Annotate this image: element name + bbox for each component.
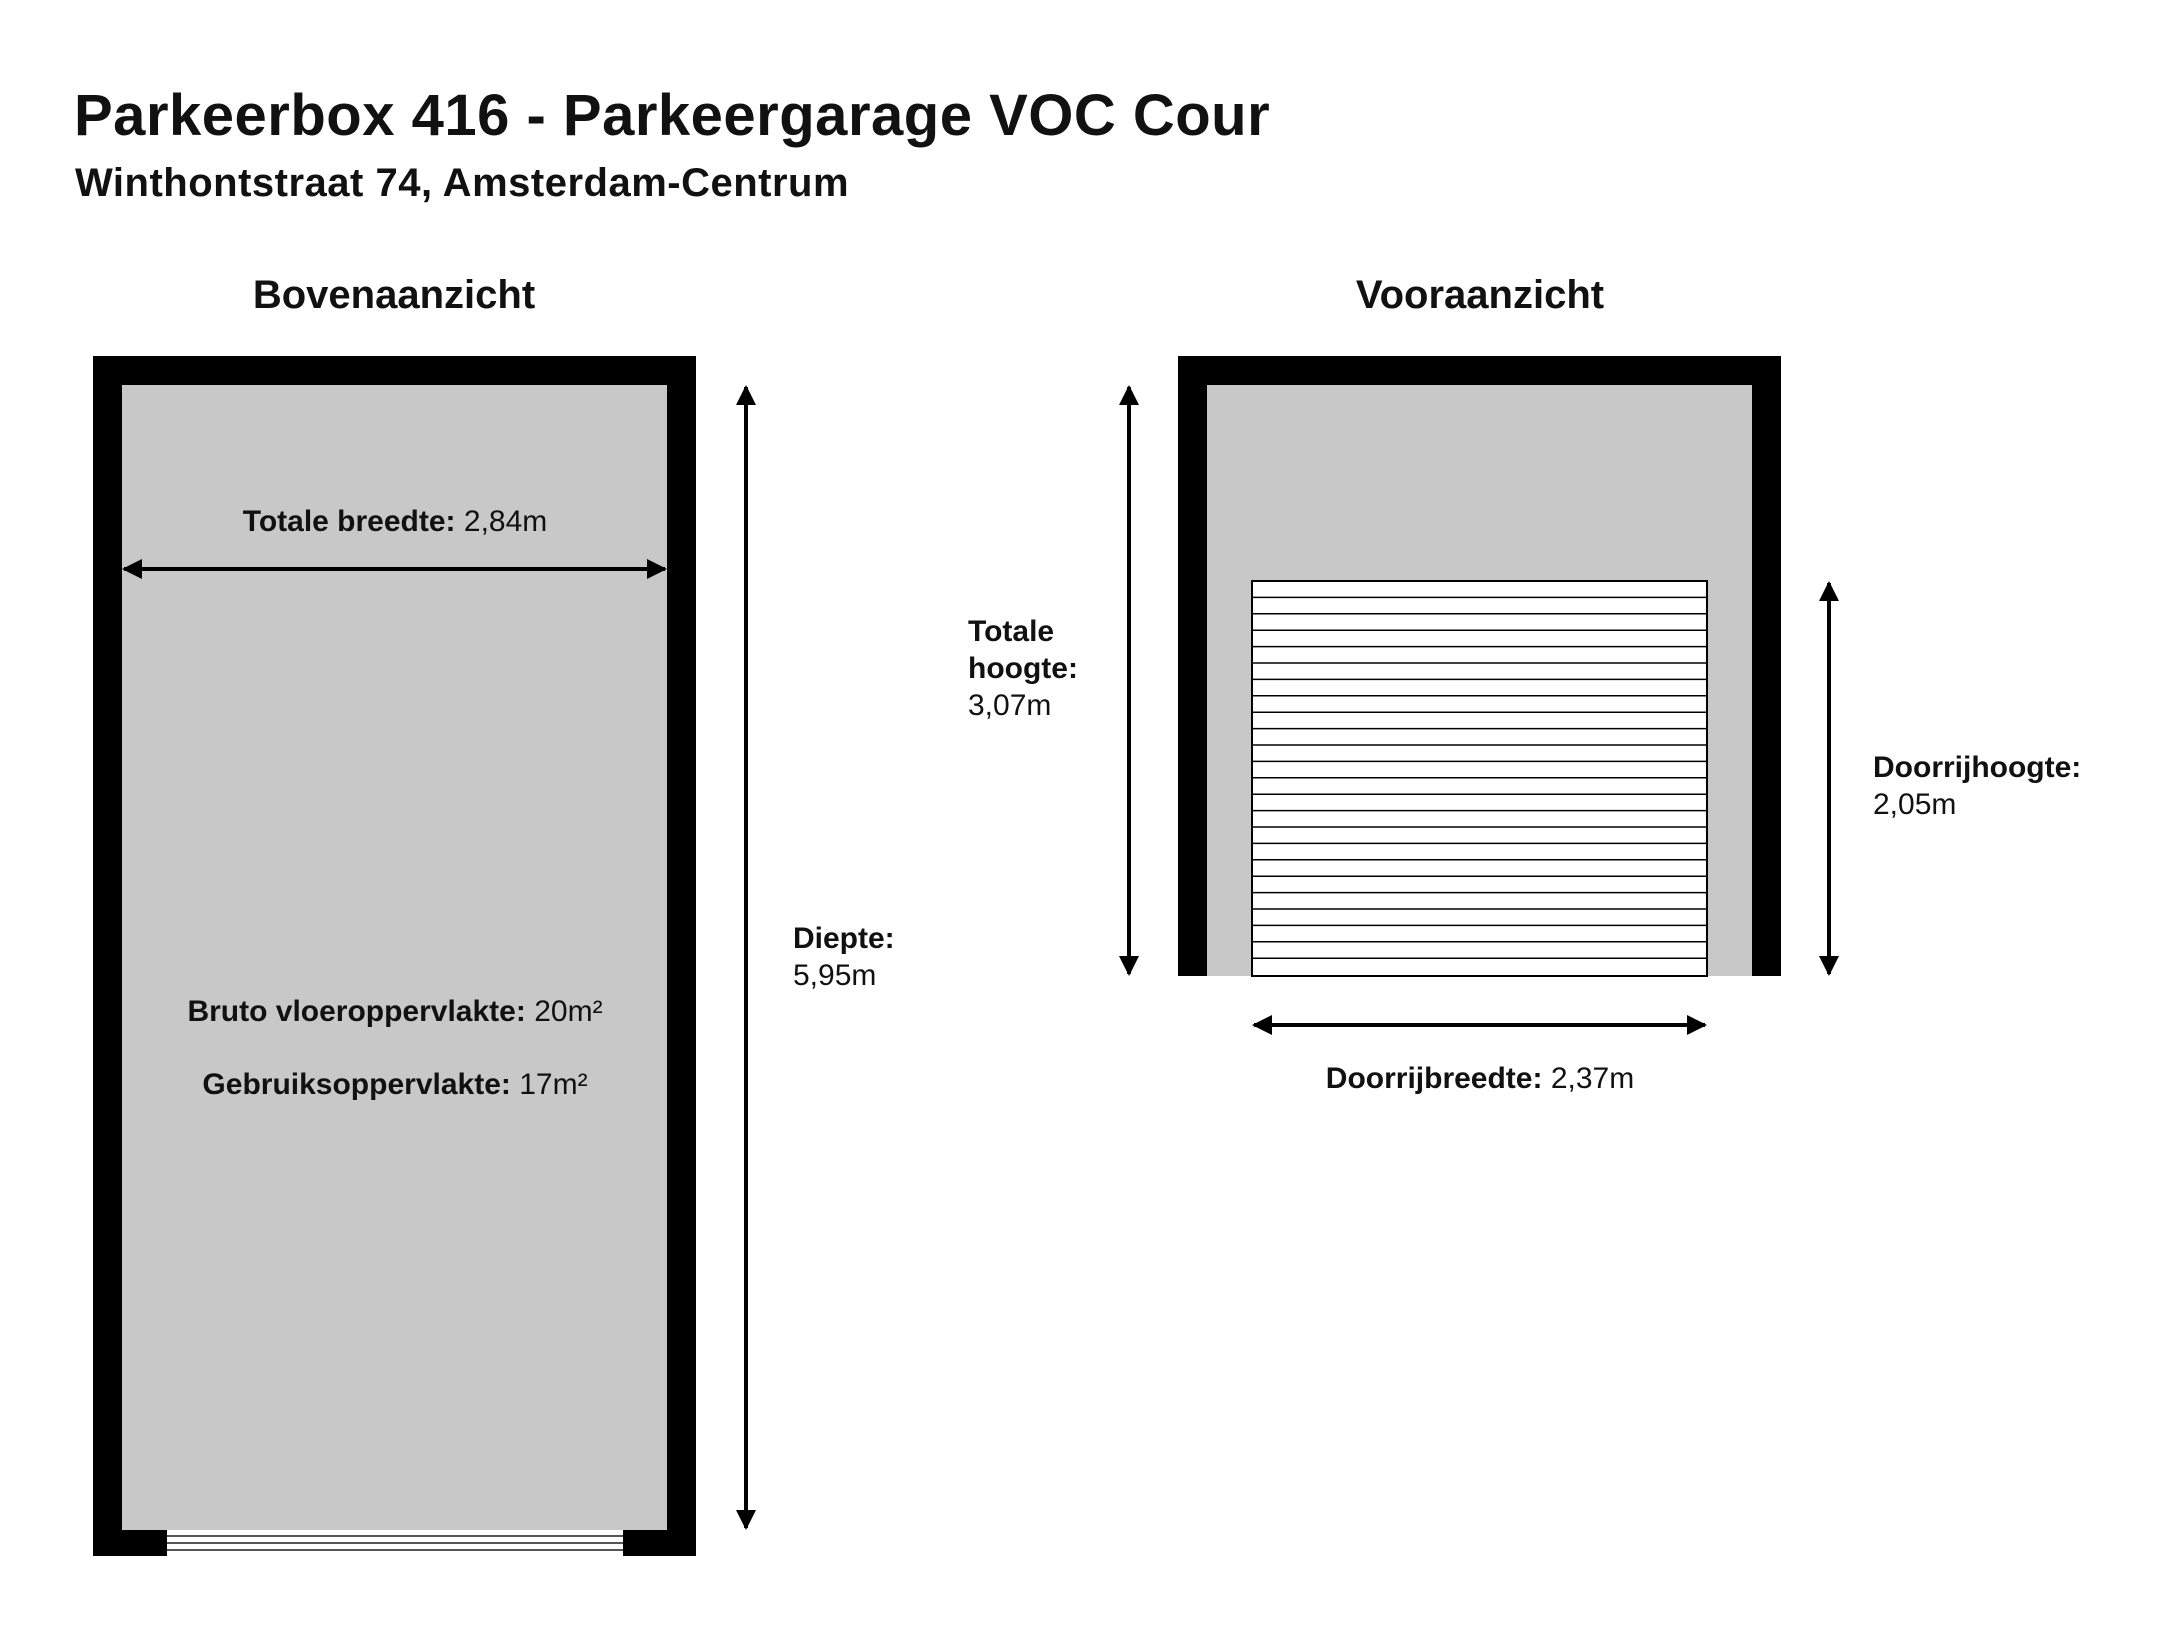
- door-height-value: 2,05m: [1873, 788, 1957, 821]
- top-view-floor: [122, 385, 667, 1530]
- gross-area-value: 20m²: [534, 995, 603, 1028]
- gross-area-key: Bruto vloeroppervlakte:: [187, 995, 526, 1028]
- page-subtitle-address: Winthontstraat 74, Amsterdam-Centrum: [75, 161, 850, 205]
- depth-label-key: Diepte:: [793, 922, 895, 955]
- front-view-plan: [1129, 356, 1829, 1025]
- usable-area-key: Gebruiksoppervlakte:: [202, 1068, 511, 1101]
- top-view-heading: Bovenaanzicht: [252, 273, 536, 317]
- total-height-label: [968, 613, 1078, 724]
- width-label: [243, 503, 548, 540]
- door-width-key: Doorrijbreedte:: [1325, 1062, 1543, 1095]
- depth-label: [793, 920, 895, 994]
- usable-area-label: [202, 1066, 587, 1103]
- depth-label-value: 5,95m: [793, 959, 877, 992]
- total-height-value: 3,07m: [968, 689, 1052, 722]
- total-height-key-line2: hoogte:: [968, 652, 1078, 685]
- page-title: Parkeerbox 416 - Parkeergarage VOC Cour: [74, 83, 1271, 148]
- door-width-label: [1326, 1060, 1634, 1097]
- door-height-key: Doorrijhoogte:: [1873, 751, 2082, 784]
- total-height-key-line1: Totale: [968, 615, 1055, 648]
- gross-area-label: [187, 993, 602, 1030]
- usable-area-value: 17m²: [519, 1068, 588, 1101]
- front-view-heading: Vooraanzicht: [1355, 273, 1605, 317]
- door-height-label: [1873, 749, 2081, 823]
- width-label-key: Totale breedte:: [242, 505, 456, 538]
- door-width-value: 2,37m: [1550, 1062, 1635, 1095]
- width-label-value: 2,84m: [463, 505, 548, 538]
